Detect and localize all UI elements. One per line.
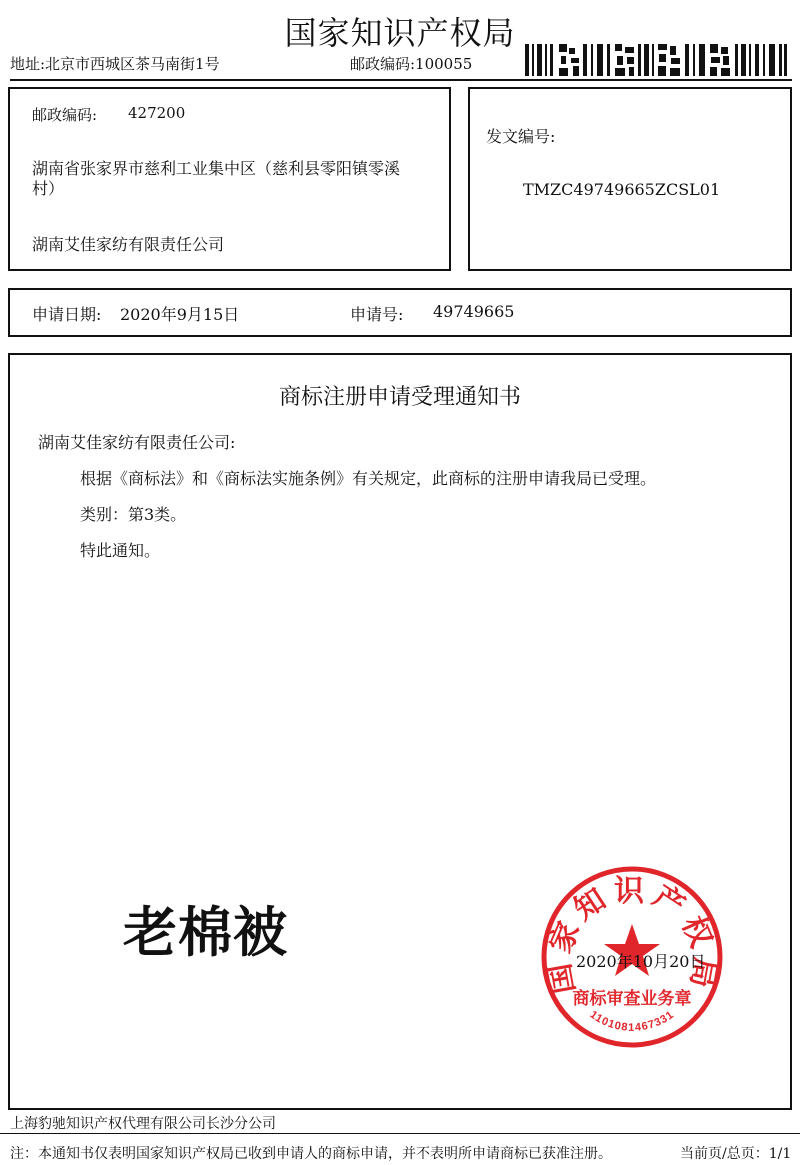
footer-page-indicator: 当前页/总页：1/1: [680, 1146, 792, 1162]
application-date-value: 2020年9月15日: [120, 305, 240, 324]
svg-text:1101081467331: 1101081467331: [587, 1008, 677, 1034]
notice-date: 2020年10月20日: [576, 952, 706, 971]
recipient-postal-label: 邮政编码:: [32, 106, 98, 124]
notice-category: 类别：第3类。: [80, 505, 187, 524]
recipient-postal-code: 427200: [128, 104, 186, 122]
recipient-address-line2: 村）: [32, 179, 65, 198]
recipient-company: 湖南艾佳家纺有限责任公司: [32, 235, 225, 254]
office-address: 地址:北京市西城区茶马南街1号: [10, 55, 220, 73]
page-title: 国家知识产权局: [284, 14, 516, 52]
barcode-icon: [525, 44, 787, 76]
svg-text:国家知识产权局: 国家知识产权局: [542, 874, 722, 997]
notice-salutation: 湖南艾佳家纺有限责任公司:: [38, 433, 236, 452]
doc-number-value: TMZC49749665ZCSL01: [523, 180, 721, 199]
application-number-value: 49749665: [433, 302, 515, 321]
application-date-label: 申请日期:: [32, 305, 102, 324]
doc-number-label: 发文编号:: [486, 127, 556, 146]
footer-divider: [0, 1133, 800, 1134]
office-postal-code: 邮政编码:100055: [350, 55, 473, 73]
notice-title: 商标注册申请受理通知书: [278, 385, 521, 410]
notice-closing: 特此通知。: [80, 541, 161, 560]
trademark-name: 老棉被: [123, 901, 288, 964]
notice-body: 根据《商标法》和《商标法实施条例》有关规定，此商标的注册申请我局已受理。: [80, 469, 657, 488]
footer-agent: 上海豹驰知识产权代理有限公司长沙分公司: [10, 1116, 276, 1132]
footer-note: 注：本通知书仅表明国家知识产权局已收到申请人的商标申请，并不表明所申请商标已获准注册。: [10, 1146, 612, 1162]
application-number-label: 申请号:: [350, 305, 404, 324]
doc-number-box: [468, 87, 792, 271]
header-divider: [10, 79, 792, 81]
svg-text:商标审查业务章: 商标审查业务章: [572, 989, 692, 1008]
recipient-address-line1: 湖南省张家界市慈利工业集中区（慈利县零阳镇零溪: [32, 159, 401, 178]
